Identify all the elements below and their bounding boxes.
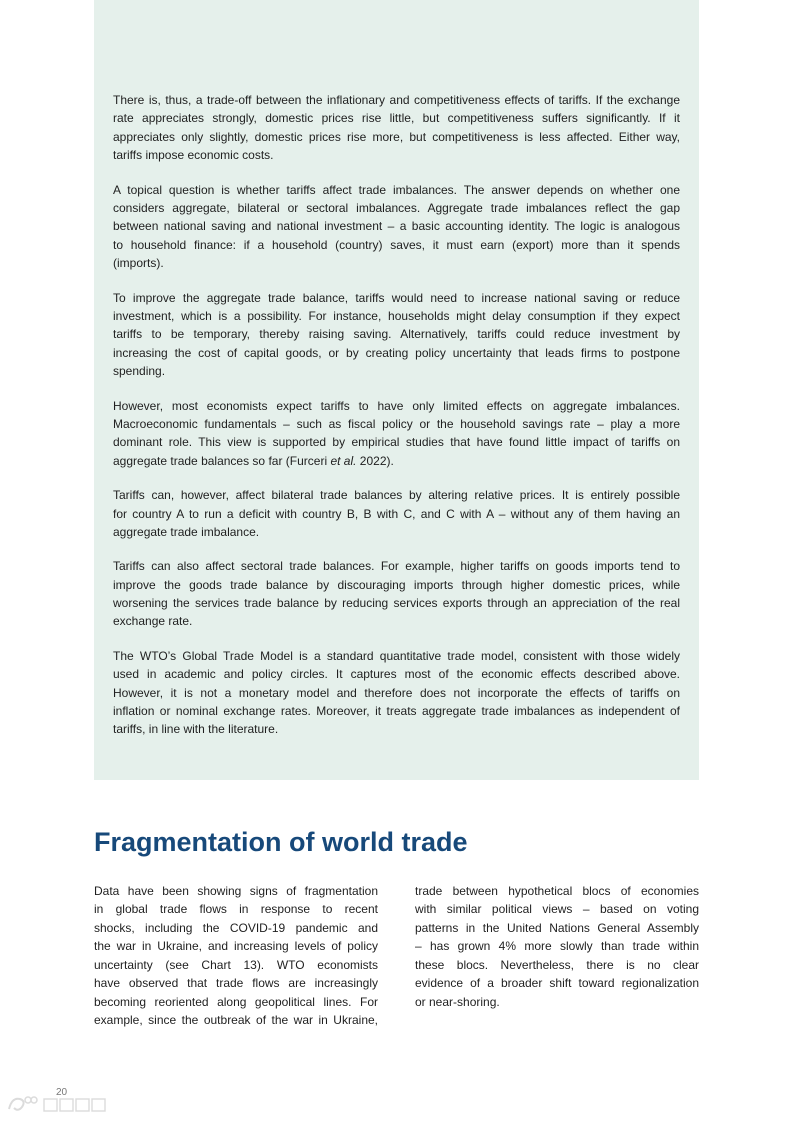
body-text-line: inflation or nominal exchange rates. Moreover, it treats aggregate trade imbalances as independent of — [113, 704, 680, 719]
watermark-icon — [6, 1093, 106, 1115]
body-text-line: There is, thus, a trade-off between the inflationary and competitiveness effects of tariffs. If the exchange — [113, 93, 680, 107]
body-text-line: exchange rate. — [113, 614, 193, 629]
column-text-line: uncertainty (see Chart 13). WTO economists — [94, 957, 378, 972]
column-text-line: the war in Ukraine, and increasing levels of policy — [94, 939, 378, 954]
body-text-line: for country A to run a deficit with country B, B with C, and C with A – without any of them having an — [113, 506, 680, 521]
watermark-logo — [6, 1093, 106, 1115]
body-text-line: Macroeconomic fundamentals – such as fiscal policy or the household savings rate – play a more — [113, 416, 680, 431]
column-text-line: these blocs. Nevertheless, there is no clear — [415, 957, 699, 972]
paragraph — [113, 647, 680, 739]
body-text-line: to household finance: if a household (country) saves, it must earn (export) more than it spends — [113, 237, 680, 252]
citation-text: aggregate trade balances so far (Furceri — [113, 453, 331, 468]
page-number: 20 — [56, 1087, 68, 1098]
column-text-line: with similar political views – based on voting — [415, 902, 699, 917]
body-text-line: Tariffs can also affect sectoral trade balances. For example, higher tariffs on goods imports tend to — [113, 559, 680, 574]
paragraph — [113, 181, 680, 273]
body-text-line: investment, which is a possibility. For instance, households might delay consumption if they expect — [113, 308, 680, 323]
left-column — [94, 882, 378, 1030]
column-text-line: patterns in the United Nations General Assembly — [415, 920, 699, 935]
body-text-line: To improve the aggregate trade balance, tariffs would need to increase national saving or reduce — [113, 290, 680, 305]
column-text-line: Data have been showing signs of fragmentation — [94, 884, 378, 898]
body-text-line: between national saving and national investment – a basic accounting identity. The logic is analogous — [113, 219, 680, 234]
body-text-line: tariffs, in line with the literature. — [113, 722, 279, 737]
body-text-line: used in academic and policy circles. It captures most of the economic effects described above. — [113, 667, 680, 682]
column-text-line: – has grown 4% more slowly than trade within — [415, 939, 699, 954]
body-text-line: tariffs impose economic costs. — [113, 148, 274, 163]
column-text-line: in global trade flows in response to recent — [94, 902, 378, 917]
body-text-line: appreciates only slightly, domestic prices rise more, but competitiveness is less affected. Either way, — [113, 129, 680, 144]
column-text-line: evidence of a broader shift toward regionalization — [415, 976, 699, 991]
paragraph — [113, 91, 680, 165]
body-text-line: increasing the cost of capital goods, or by creating policy uncertainty that leads firms to postpone — [113, 345, 680, 360]
body-text-line — [113, 452, 680, 470]
paragraph — [113, 486, 680, 541]
body-text-line: A topical question is whether tariffs affect trade imbalances. The answer depends on whether one — [113, 182, 680, 197]
column-text-line: example, since the outbreak of the war in Ukraine, — [94, 1013, 378, 1028]
body-text-line: The WTO’s Global Trade Model is a standard quantitative trade model, consistent with those widely — [113, 648, 680, 663]
body-text-line: tariffs to be temporary, thereby raising saving. Alternatively, tariffs could reduce investment by — [113, 327, 680, 342]
body-text-line: improve the goods trade balance by discouraging imports through higher domestic prices, while — [113, 577, 680, 592]
column-text-line: shocks, including the COVID-19 pandemic and — [94, 920, 378, 935]
body-text-line: (imports). — [113, 256, 164, 271]
column-text-line: trade between hypothetical blocs of economies — [415, 884, 699, 898]
column-text-line: have observed that trade flows are increasingly — [94, 976, 378, 991]
body-text-line: spending. — [113, 364, 166, 379]
right-column — [415, 882, 699, 1011]
box-content — [113, 91, 680, 755]
citation-italic: et al. — [330, 453, 357, 468]
body-text-line: considers aggregate, bilateral or sectoral imbalances. Aggregate trade imbalances reflect the gap — [113, 200, 680, 215]
column-text-line: becoming reoriented along geopolitical lines. For — [94, 994, 378, 1009]
paragraph — [113, 289, 680, 381]
body-text-line: aggregate trade imbalance. — [113, 524, 260, 539]
body-text-line: Tariffs can, however, affect bilateral trade balances by altering relative prices. It is entirely possible — [113, 488, 680, 503]
citation-year: 2022). — [356, 453, 394, 468]
paragraph — [113, 397, 680, 471]
section-heading: Fragmentation of world trade — [94, 827, 468, 857]
body-text-line: worsening the services trade balance by reducing services exports through an appreciation of the real — [113, 596, 680, 611]
paragraph — [113, 557, 680, 631]
body-text-line: However, most economists expect tariffs to have only limited effects on aggregate imbalances. — [113, 398, 680, 413]
body-text-line: dominant role. This view is supported by empirical studies that have found little impact of tariffs on — [113, 435, 680, 450]
body-text-line: rate appreciates strongly, domestic prices rise little, but competitiveness suffers significantly. If it — [113, 111, 680, 126]
body-text-line: However, it is not a monetary model and therefore does not incorporate the effects of tariffs on — [113, 685, 680, 700]
column-text-line: or near-shoring. — [415, 994, 500, 1009]
highlight-box — [94, 0, 699, 780]
